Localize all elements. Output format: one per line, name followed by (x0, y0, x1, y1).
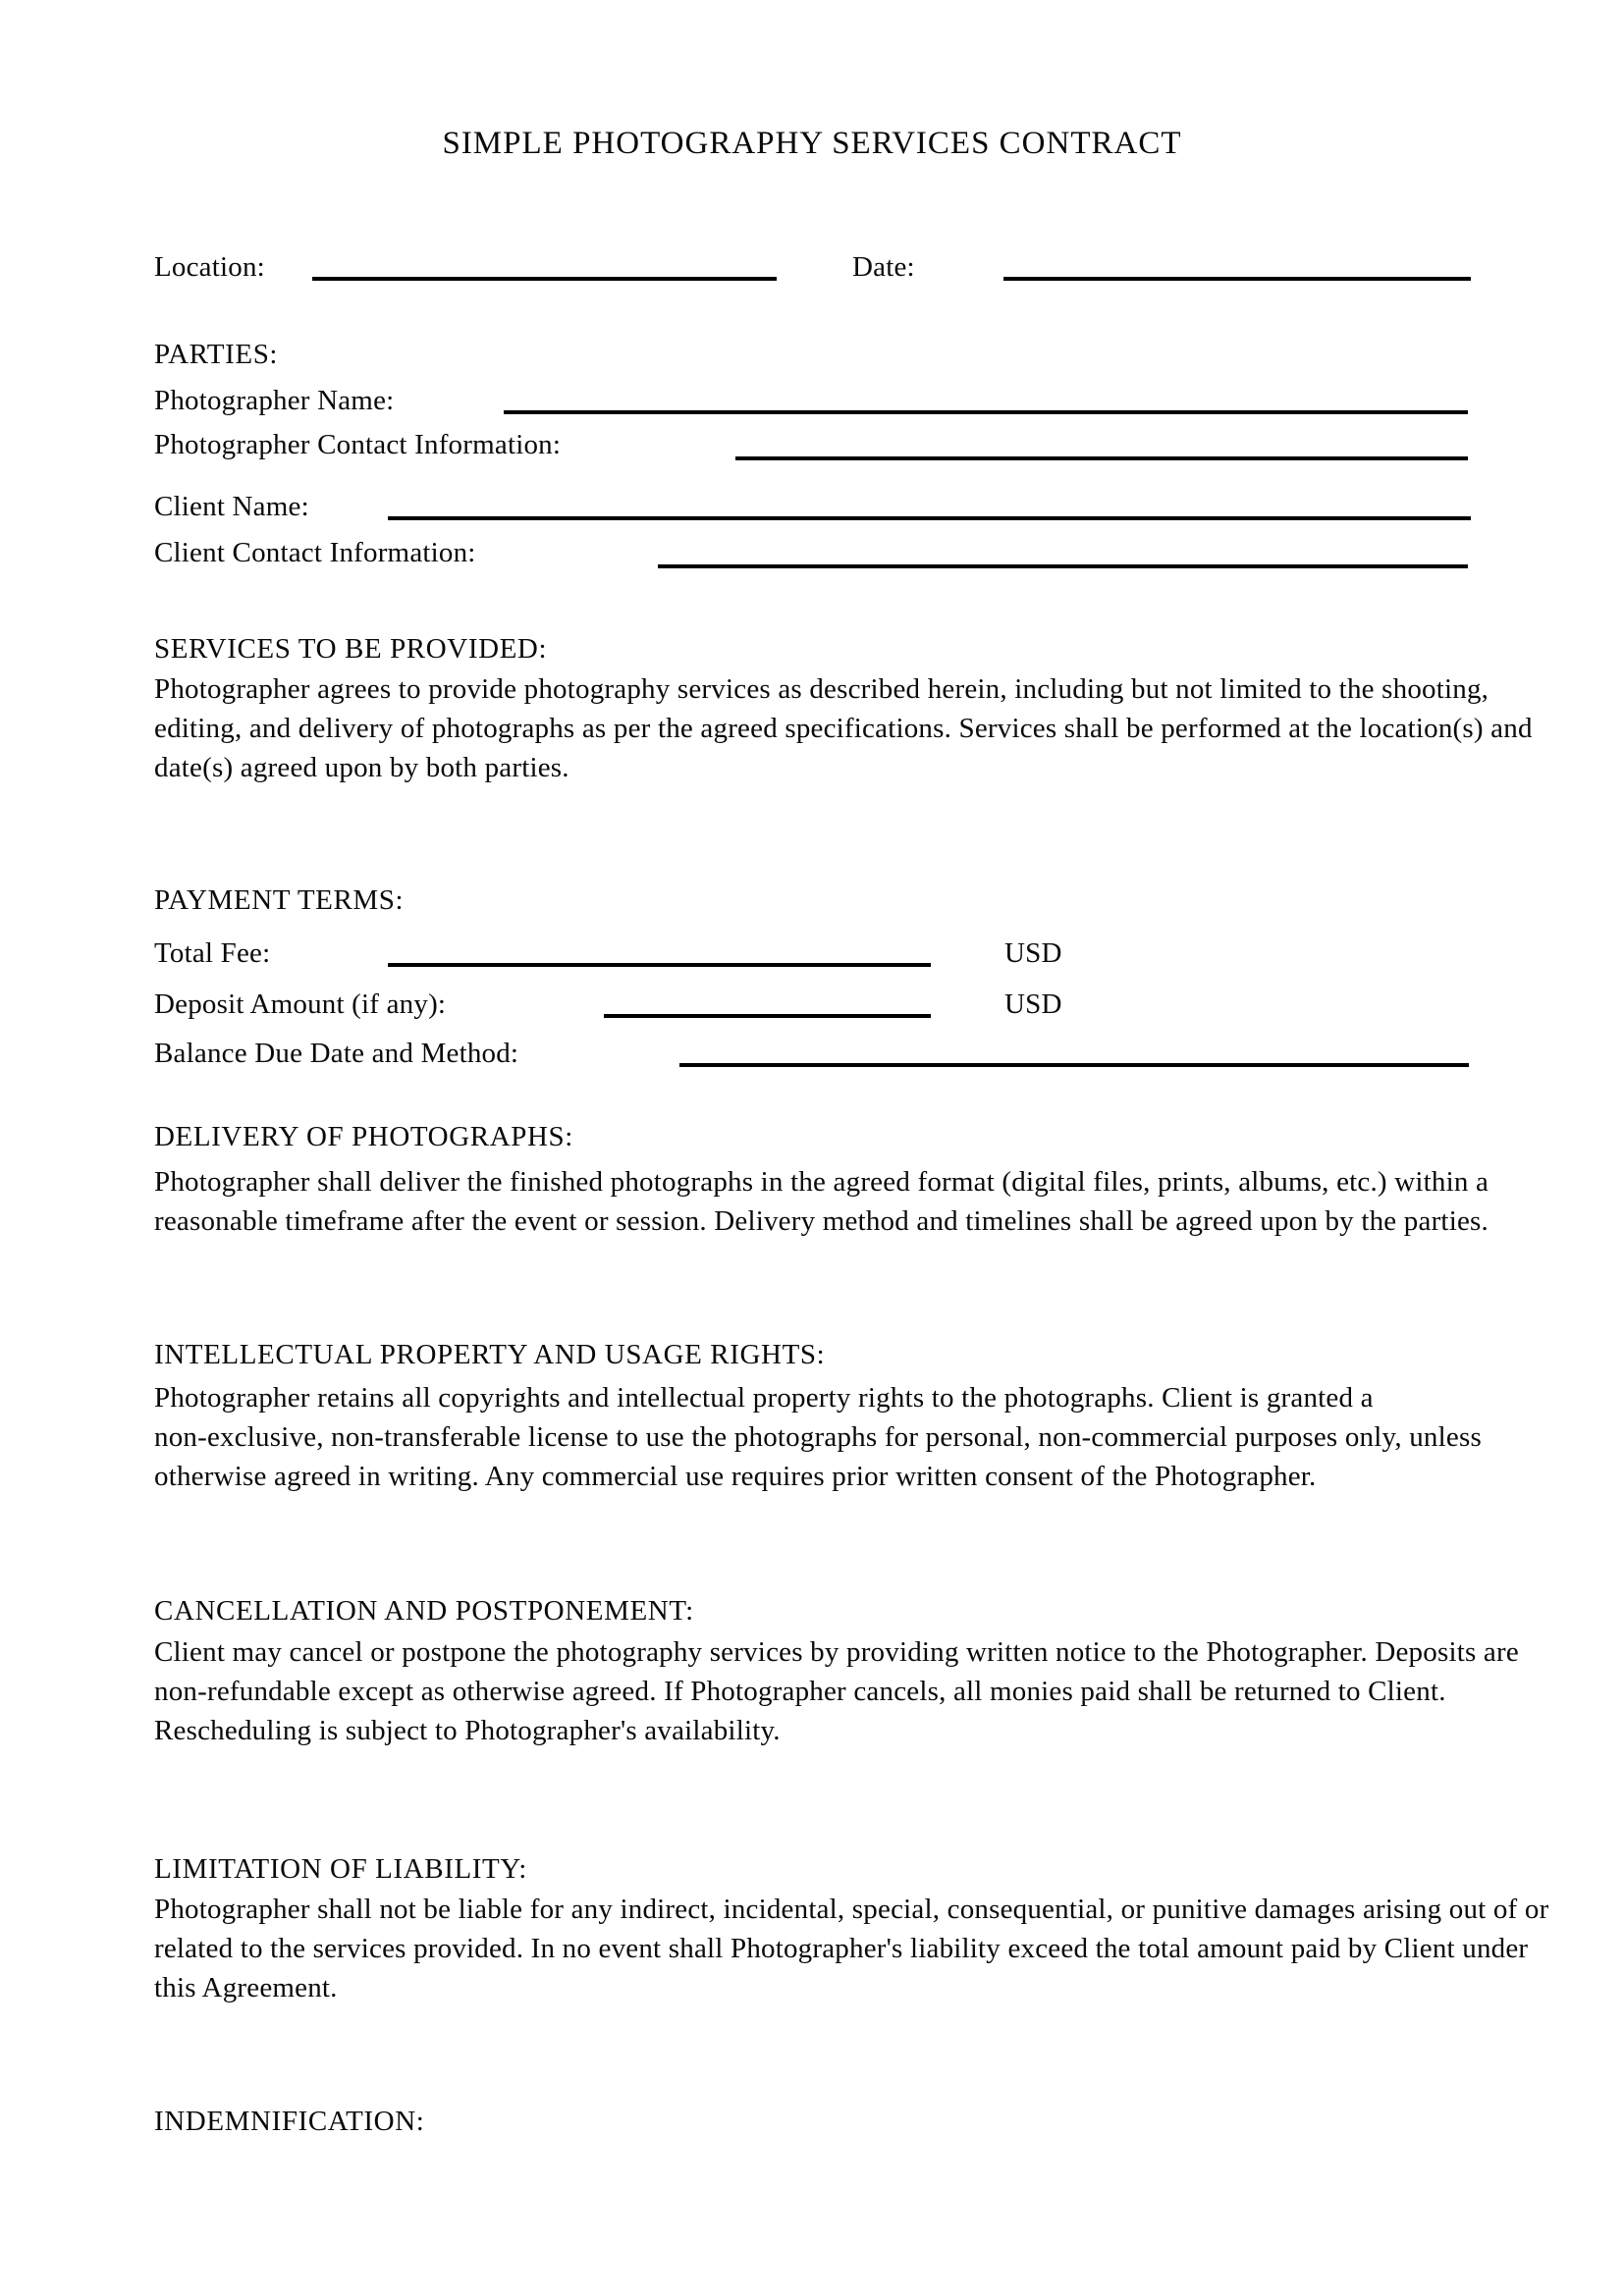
delivery-heading: DELIVERY OF PHOTOGRAPHS: (154, 1121, 573, 1152)
photographer-contact-fill-line[interactable] (735, 456, 1468, 460)
balance-due-label: Balance Due Date and Method: (154, 1038, 519, 1069)
ip-line: non-exclusive, non-transferable license to use the photographs for personal, non-commercial purposes only, unless (154, 1421, 1482, 1453)
services-line: editing, and delivery of photographs as per the agreed specifications. Services shall be performed at the location(s) and (154, 713, 1533, 744)
cancellation-line: Client may cancel or postpone the photography services by providing written notice to the Photographer. Deposits are (154, 1636, 1519, 1668)
ip-line: Photographer retains all copyrights and intellectual property rights to the photographs. Client is granted a (154, 1382, 1374, 1414)
liability-line: Photographer shall not be liable for any indirect, incidental, special, consequential, or punitive damages arising out of or (154, 1894, 1549, 1925)
indemnification-heading: INDEMNIFICATION: (154, 2106, 425, 2137)
total-fee-fill-line[interactable] (388, 963, 931, 967)
balance-due-fill-line[interactable] (679, 1063, 1469, 1067)
services-heading: SERVICES TO BE PROVIDED: (154, 633, 548, 665)
photographer-name-label: Photographer Name: (154, 385, 395, 416)
location-fill-line[interactable] (312, 277, 777, 281)
photographer-contact-label: Photographer Contact Information: (154, 429, 562, 460)
cancellation-line: non-refundable except as otherwise agreed. If Photographer cancels, all monies paid shall be returned to Client. (154, 1676, 1446, 1707)
liability-line: related to the services provided. In no event shall Photographer's liability exceed the total amount paid by Client under (154, 1933, 1529, 1964)
ip-heading: INTELLECTUAL PROPERTY AND USAGE RIGHTS: (154, 1339, 826, 1370)
ip-paragraph (154, 1378, 1489, 1496)
cancellation-line: Rescheduling is subject to Photographer's availability. (154, 1715, 781, 1746)
client-contact-label: Client Contact Information: (154, 537, 476, 568)
deposit-fill-line[interactable] (604, 1014, 931, 1018)
parties-heading: PARTIES: (154, 339, 279, 370)
services-line: date(s) agreed upon by both parties. (154, 752, 569, 783)
date-fill-line[interactable] (1003, 277, 1471, 281)
document-title: SIMPLE PHOTOGRAPHY SERVICES CONTRACT (442, 126, 1182, 161)
photographer-name-fill-line[interactable] (504, 410, 1468, 414)
client-contact-fill-line[interactable] (658, 564, 1468, 568)
client-name-fill-line[interactable] (388, 516, 1471, 520)
liability-paragraph (154, 1890, 1549, 2007)
services-paragraph (154, 669, 1533, 787)
delivery-line: Photographer shall deliver the finished photographs in the agreed format (digital files, prints, albums, etc.) within a (154, 1166, 1489, 1198)
services-line: Photographer agrees to provide photography services as described herein, including but not limited to the shooting, (154, 673, 1489, 705)
cancellation-paragraph (154, 1632, 1519, 1750)
total-fee-currency: USD (1004, 937, 1062, 969)
client-name-label: Client Name: (154, 491, 309, 522)
deposit-label: Deposit Amount (if any): (154, 988, 447, 1020)
liability-heading: LIMITATION OF LIABILITY: (154, 1853, 527, 1885)
delivery-line: reasonable timeframe after the event or session. Delivery method and timelines shall be agreed upon by the parties. (154, 1205, 1489, 1237)
delivery-paragraph (154, 1162, 1489, 1241)
cancellation-heading: CANCELLATION AND POSTPONEMENT: (154, 1595, 694, 1627)
date-label: Date: (852, 251, 915, 283)
liability-line: this Agreement. (154, 1972, 338, 2003)
total-fee-label: Total Fee: (154, 937, 271, 969)
ip-line: otherwise agreed in writing. Any commercial use requires prior written consent of the Photographer. (154, 1461, 1317, 1492)
location-label: Location: (154, 251, 265, 283)
deposit-currency: USD (1004, 988, 1062, 1020)
payment-heading: PAYMENT TERMS: (154, 884, 405, 916)
